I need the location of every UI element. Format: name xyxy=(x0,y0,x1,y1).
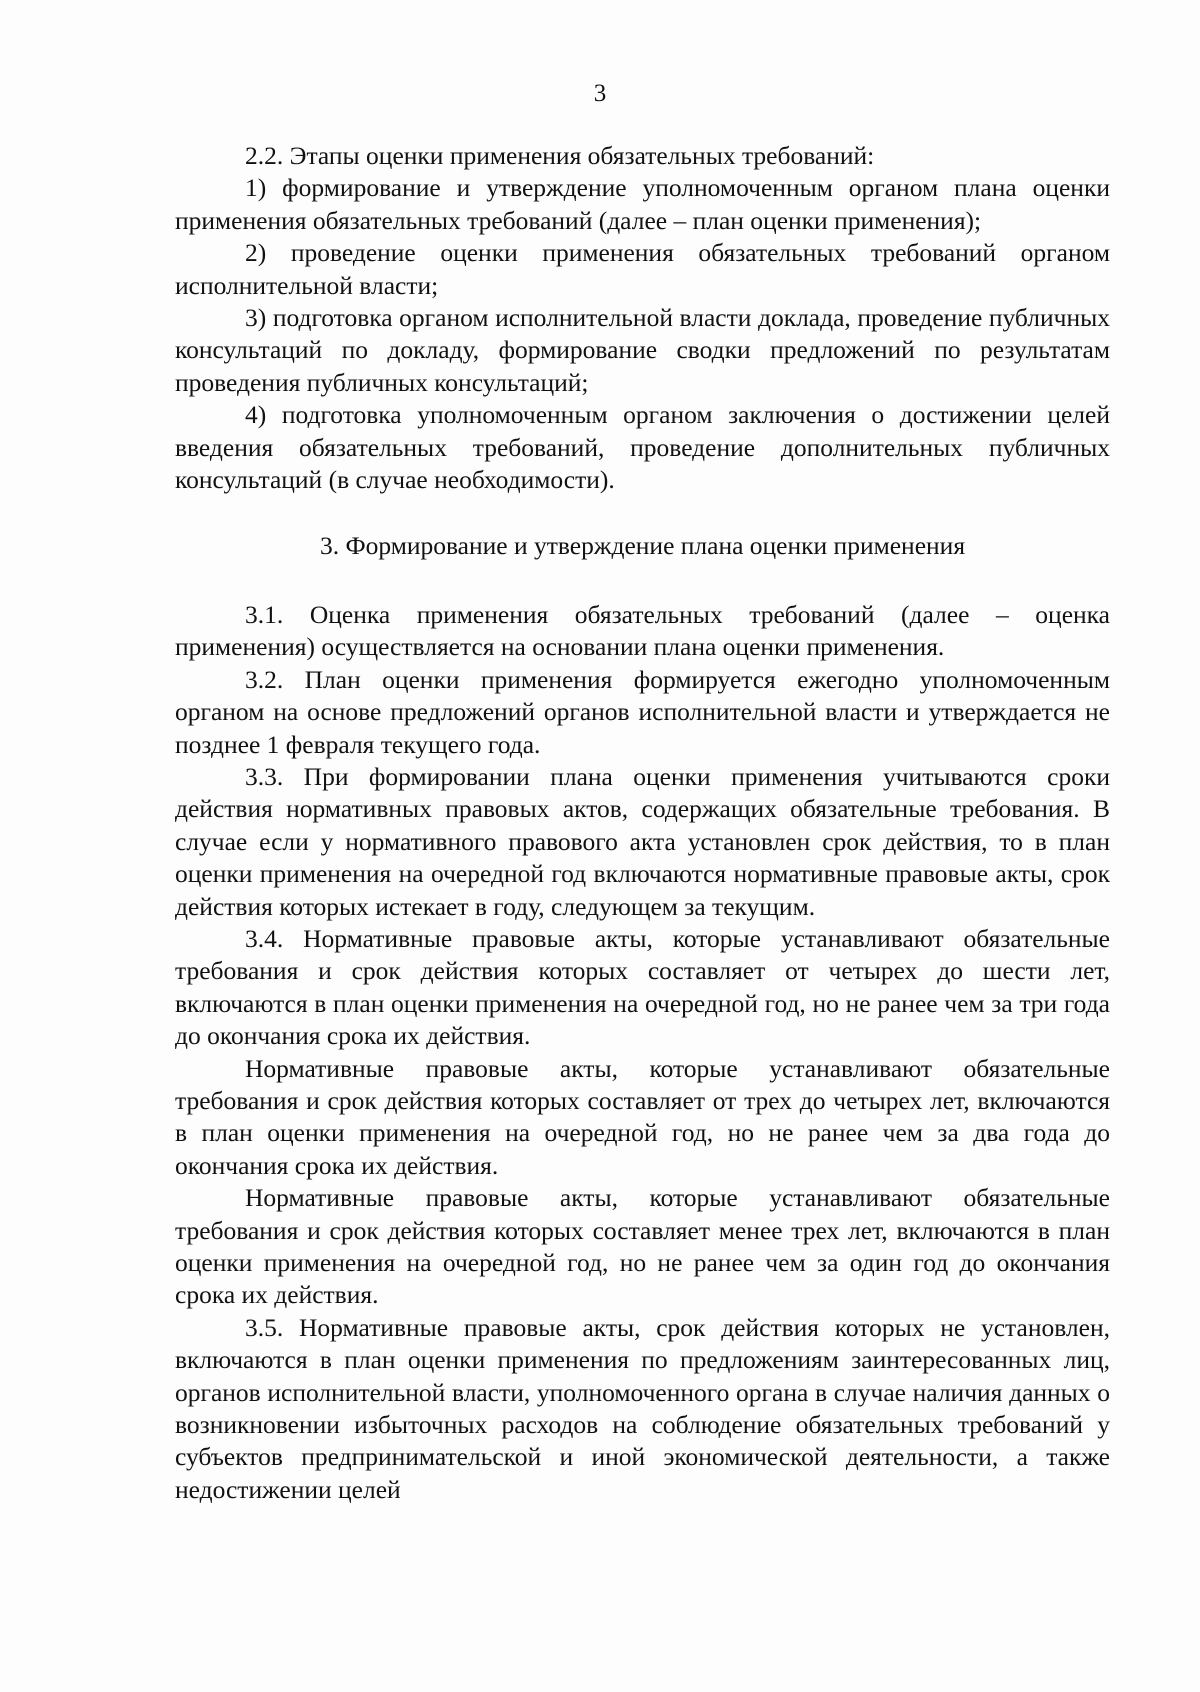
paragraph-3-1: 3.1. Оценка применения обязательных требований (далее – оценка применения) осуществляется на основании плана оценки применения. xyxy=(175,599,1110,662)
paragraph-3-2: 3.2. План оценки применения формируется ежегодно уполномоченным органом на основе предложений органов исполнительной власти и утверждается не позднее 1 февраля текущего года. xyxy=(175,664,1110,759)
paragraph-3-4-second: Нормативные правовые акты, которые устанавливают обязательные требования и срок действия которых составляет от трех до четырех лет, включаются в план оценки применения на очередной год, но не ранее чем за два года до окончания срока их действия. xyxy=(175,1053,1110,1180)
paragraph-3-5: 3.5. Нормативные правовые акты, срок действия которых не установлен, включаются в план оценки применения по предложениям заинтересованных лиц, органов исполнительной власти, уполномоченного органа в случае наличия данных о возникновении избыточных расходов на соблюдение обязательных требований у субъектов предпринимательской и иной экономической деятельности, а также недостижении целей xyxy=(175,1312,1110,1504)
paragraph-3-4-third: Нормативные правовые акты, которые устанавливают обязательные требования и срок действия которых составляет менее трех лет, включаются в план оценки применения на очередной год, но не ранее чем за один год до окончания срока их действия. xyxy=(175,1183,1110,1310)
paragraph-2-2: 2.2. Этапы оценки применения обязательных требований: xyxy=(245,141,875,170)
paragraph-3-3: 3.3. При формировании плана оценки применения учитываются сроки действия нормативных правовых актов, содержащих обязательные требования. В случае если у нормативного правового акта установлен срок действия, то в план оценки применения на очередной год включаются нормативные правовые акты, срок действия которых истекает в году, следующем за текущим. xyxy=(175,761,1110,921)
section-3-heading: 3. Формирование и утверждение плана оценки применения xyxy=(319,531,966,561)
list-item-stage-3: 3) подготовка органом исполнительной власти доклада, проведение публичных консультаций по докладу, формирование сводки предложений по результатам проведения публичных консультаций; xyxy=(175,303,1110,397)
paragraph-3-4: 3.4. Нормативные правовые акты, которые устанавливают обязательные требования и срок действия которых составляет от четырех до шести лет, включаются в план оценки применения на очередной год, но не ранее чем за три года до окончания срока их действия. xyxy=(175,923,1110,1051)
list-item-stage-1: 1) формирование и утверждение уполномоченным органом плана оценки применения обязательных требований (далее – план оценки применения); xyxy=(175,173,1110,235)
document-body xyxy=(175,140,1110,1506)
page-number: 3 xyxy=(593,80,607,107)
list-item-stage-2: 2) проведение оценки применения обязательных требований органом исполнительной власти; xyxy=(175,238,1110,300)
list-item-stage-4: 4) подготовка уполномоченным органом заключения о достижении целей введения обязательных требований, проведение дополнительных публичных консультаций (в случае необходимости). xyxy=(175,400,1110,495)
